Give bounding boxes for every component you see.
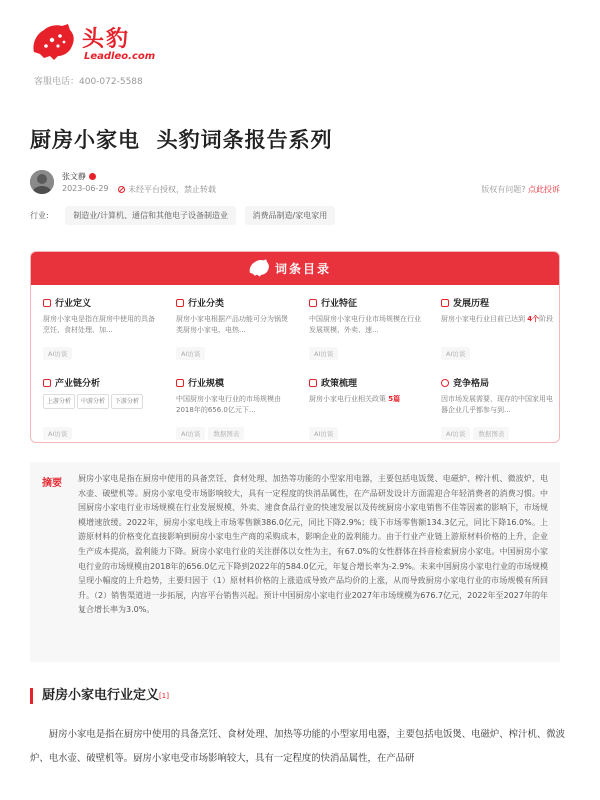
data-chart-tag[interactable]: 数据图表 — [208, 427, 244, 440]
toc-item-history[interactable] — [441, 296, 556, 376]
avatar-photo-icon — [30, 170, 54, 194]
toc-item-desc: 厨房小家电行业目前已达到 4个阶段 — [441, 315, 554, 323]
toc-item-value-chain[interactable] — [43, 376, 158, 443]
upstream-tag[interactable]: 上游分析 — [43, 394, 75, 409]
copyright-notice — [118, 184, 216, 195]
verified-badge-icon — [89, 173, 96, 180]
section-paragraph: 厨房小家电是指在厨房中使用的具备烹饪、食材处理、加热等功能的小型家用电器，主要包括电饭煲、电磁炉、榨汁机、微波炉、电水壶、破壁机等。厨房小家电受市场影响较大，具有一定程度的快消品属性，在产品研 — [30, 729, 565, 764]
bar-chart-icon — [176, 379, 184, 387]
abstract-text: 厨房小家电是指在厨房中使用的具备烹饪、食材处理、加热等功能的小型家用电器，主要包括电饭煲、电磁炉、榨汁机、微波炉、电水壶、破壁机等。厨房小家电受市场影响较大，具有一定程度的快消品属性，在产品研发设计方面需迎合年轻消费者的消费习惯。中国厨房小家电行业市场规模在行业发展规模、外卖、速食食品行业的快速发展以及传统厨房小家电销售不佳等因素的影响下，市场规模增速放缓。2022年，厨房小家电线上市场零售额386.0亿元，同比下降2.9%；线下市场零售额134.3亿元，同比下降16.0%。上游原材料的价格变化直接影响到厨房小家电生产商的采购成本，影响企业的盈利能力。由于行业产业链上游原材料价格的上升，企业生产成本提高，盈利能力下降。厨房小家电行业的关注群体以女性为主，有67.0%的女性群体在抖音检索厨房小家电。中国厨房小家电行业的市场规模由2018年的656.0亿元下降到2022年的584.0亿元，年复合增长率为-2.9%。未来中国厨房小家电行业的市场规模呈现小幅度的上升趋势，主要归因于（1）原材料价格的上涨造成导致产品均价的上涨，从而导致厨房小家电行业的市场规模有所回升。（2）销售渠道进一步拓展，内容平台销售兴起。预计中国厨房小家电行业2027年市场规模为676.7亿元，2022年至2027年的年复合增长率为3.0%。 — [78, 474, 548, 615]
author-name: 张文静 — [62, 172, 86, 181]
search-doc-icon — [43, 299, 51, 307]
toc-item-market-size[interactable] — [176, 376, 291, 443]
complaint-text: 版权有问题? — [481, 185, 526, 194]
chain-icon — [43, 379, 51, 387]
brand-name-cn: 头豹 — [82, 27, 131, 52]
toc-item-title: 行业定义 — [55, 299, 92, 309]
toc-panel — [30, 251, 560, 443]
prohibited-icon — [118, 186, 125, 193]
hierarchy-icon — [176, 299, 184, 307]
industry-label: 行业: — [30, 211, 49, 220]
list-icon — [309, 299, 317, 307]
toc-item-title: 竞争格局 — [453, 379, 490, 389]
abstract-box — [30, 462, 560, 662]
toc-item-desc: 厨房小家电行业相关政策 5篇 — [309, 395, 401, 403]
ai-interview-tag[interactable]: AI访谈 — [309, 427, 338, 440]
toc-item-title: 行业特征 — [321, 299, 358, 309]
timeline-icon — [441, 299, 449, 307]
toc-header — [31, 252, 559, 285]
industry-tag[interactable]: 制造业/计算机、通信和其他电子设备制造业 — [65, 206, 236, 225]
reference-marker[interactable]: [1] — [159, 692, 169, 700]
toc-item-features[interactable] — [309, 296, 424, 376]
downstream-tag[interactable]: 下游分析 — [111, 394, 143, 409]
leopard-logo-icon — [30, 22, 76, 62]
copyright-notice-text: 未经平台授权，禁止转载 — [128, 185, 216, 194]
toc-item-title: 产业链分析 — [55, 379, 101, 389]
toc-item-title: 发展历程 — [453, 299, 490, 309]
toc-item-desc: 厨房小家电是指在厨房中使用的具备烹饪、食材处理、加... — [43, 315, 155, 334]
toc-item-definition[interactable] — [43, 296, 158, 376]
hotline: 客服电话：400-072-5588 — [34, 77, 143, 87]
ai-interview-tag[interactable]: AI访谈 — [176, 347, 205, 360]
industry-row — [30, 206, 341, 225]
ai-interview-tag[interactable]: AI访谈 — [441, 427, 470, 440]
avatar — [30, 170, 54, 194]
toc-item-desc: 中国厨房小家电行业的市场规模由2018年的656.0亿元下... — [176, 395, 281, 414]
toc-item-title: 行业分类 — [188, 299, 225, 309]
complaint-area — [481, 184, 560, 195]
ai-interview-tag[interactable]: AI访谈 — [309, 347, 338, 360]
midstream-tag[interactable]: 中游分析 — [77, 394, 109, 409]
ai-interview-tag[interactable]: AI访谈 — [43, 427, 72, 440]
toc-item-subtags — [43, 394, 158, 416]
leopard-logo-icon — [248, 258, 270, 278]
toc-item-title: 行业规模 — [188, 379, 225, 389]
publish-date: 2023-06-29 — [62, 184, 109, 193]
toc-title: 词条目录 — [275, 262, 332, 276]
toc-item-desc: 因市场发展需要，现存的中国家用电器企业几乎都参与到... — [441, 395, 553, 414]
brand-logo[interactable] — [30, 20, 160, 68]
toc-item-title: 政策梳理 — [321, 379, 358, 389]
abstract-label: 摘要 — [42, 478, 62, 489]
toc-item-policy[interactable] — [309, 376, 424, 443]
data-chart-tag[interactable]: 数据图表 — [473, 427, 509, 440]
industry-tag[interactable]: 消费品制造/家电家用 — [245, 206, 336, 225]
pie-chart-icon — [441, 379, 449, 387]
ai-interview-tag[interactable]: AI访谈 — [441, 347, 470, 360]
brand-name-en: Leadleo.com — [84, 51, 156, 62]
page-title: 厨房小家电 头豹词条报告系列 — [30, 128, 333, 152]
section-title-text: 厨房小家电行业定义 — [42, 688, 160, 703]
toc-item-classification[interactable] — [176, 296, 291, 376]
toc-item-desc: 厨房小家电根据产品功能可分为锅煲类厨房小家电、电热... — [176, 315, 288, 334]
ai-interview-tag[interactable]: AI访谈 — [43, 347, 72, 360]
toc-item-desc: 中国厨房小家电行业市场规模在行业发展规模、外卖、速... — [309, 315, 421, 334]
complaint-link[interactable]: 点此投诉 — [528, 185, 560, 194]
section-title — [30, 688, 169, 704]
toc-item-competition[interactable] — [441, 376, 556, 443]
author[interactable] — [62, 171, 96, 182]
document-icon — [309, 379, 317, 387]
ai-interview-tag[interactable]: AI访谈 — [176, 427, 205, 440]
